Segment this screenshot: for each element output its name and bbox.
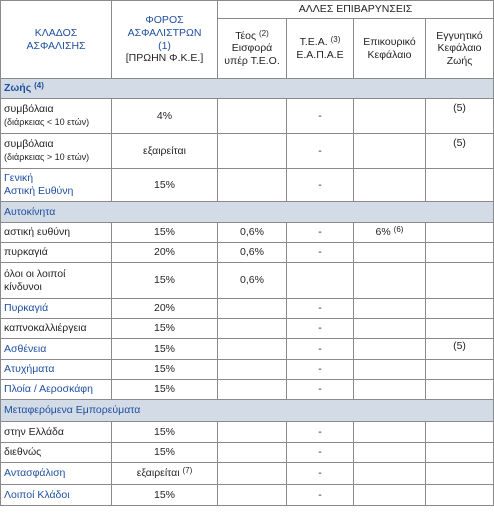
- teo-cell: [218, 319, 287, 339]
- footnote-4: (4): [34, 81, 44, 91]
- aux-cell: [354, 443, 426, 463]
- aux-cell: [354, 299, 426, 319]
- guarantee-cell: [426, 223, 494, 243]
- table-row: [1, 443, 494, 463]
- guarantee-cell: [426, 299, 494, 319]
- guarantee-cell: [426, 485, 494, 506]
- header-premium-tax: [112, 1, 218, 79]
- row-label: [1, 263, 112, 299]
- footnote-7: (7): [182, 466, 193, 476]
- teo-cell: 0,6%: [218, 243, 287, 263]
- row-label: διεθνώς: [1, 443, 112, 463]
- header-branch: [1, 1, 112, 79]
- header-tax-line3: (1): [158, 39, 171, 52]
- aux-value: 6%: [375, 226, 391, 239]
- aux-cell: [354, 263, 426, 299]
- section-label: Μεταφερόμενα Εμπορεύματα: [1, 400, 494, 422]
- row-label: αστική ευθύνη: [1, 223, 112, 243]
- table-row: [1, 422, 494, 443]
- table-row: [1, 99, 494, 134]
- header-teo: [218, 19, 287, 79]
- teo-cell: [218, 380, 287, 400]
- header-teo-line1: Τέος: [235, 29, 257, 42]
- guarantee-cell: (5): [426, 339, 494, 360]
- row-label: [1, 99, 112, 134]
- row-label-line2: κίνδυνοι: [4, 280, 42, 293]
- row-label: [1, 134, 112, 169]
- teo-cell: [218, 443, 287, 463]
- aux-cell: [354, 380, 426, 400]
- row-label-note: (διάρκειας < 10 ετών): [4, 117, 90, 127]
- tax-cell: 4%: [112, 99, 218, 134]
- header-aux-line2: Κεφάλαιο: [367, 48, 412, 61]
- section-label: Ζωής: [4, 82, 32, 95]
- section-row-auto: [1, 202, 494, 223]
- row-label: Ασθένεια: [1, 339, 112, 360]
- row-label: στην Ελλάδα: [1, 422, 112, 443]
- tax-cell: 15%: [112, 339, 218, 360]
- tea-cell: -: [287, 319, 354, 339]
- tax-cell: 15%: [112, 263, 218, 299]
- section-cell: [1, 79, 494, 99]
- table-row: [1, 380, 494, 400]
- footnote-3: (3): [330, 34, 341, 44]
- teo-cell: 0,6%: [218, 263, 287, 299]
- aux-cell: [354, 243, 426, 263]
- tea-cell: -: [287, 299, 354, 319]
- teo-cell: [218, 463, 287, 485]
- table-row: [1, 339, 494, 360]
- tea-cell: -: [287, 380, 354, 400]
- tea-cell: [287, 263, 354, 299]
- tax-cell: εξαιρείται: [112, 134, 218, 169]
- tea-cell: -: [287, 443, 354, 463]
- aux-cell: [354, 463, 426, 485]
- row-label: Ατυχήματα: [1, 360, 112, 380]
- table-row: [1, 485, 494, 506]
- tax-cell: 15%: [112, 443, 218, 463]
- tax-cell: 15%: [112, 169, 218, 202]
- guarantee-cell: [426, 380, 494, 400]
- row-label: Αντασφάλιση: [1, 463, 112, 485]
- row-label: Πλοία / Αεροσκάφη: [1, 380, 112, 400]
- header-branch-line1: ΚΛΑΔΟΣ: [34, 26, 78, 39]
- teo-cell: [218, 134, 287, 169]
- tax-cell: [112, 463, 218, 485]
- teo-cell: [218, 99, 287, 134]
- guarantee-cell: [426, 360, 494, 380]
- tax-cell: 20%: [112, 243, 218, 263]
- aux-cell: [354, 319, 426, 339]
- tax-cell: 15%: [112, 360, 218, 380]
- table-row: [1, 360, 494, 380]
- header-guarantee-fund: [426, 19, 494, 79]
- table-row: [1, 223, 494, 243]
- guarantee-cell: (5): [426, 99, 494, 134]
- header-tea: [287, 19, 354, 79]
- header-tea-line2: Ε.Α.Π.Α.Ε: [296, 48, 344, 61]
- row-label-note: (διάρκειας > 10 ετών): [4, 152, 90, 162]
- row-label-line1: συμβόλαια: [4, 103, 54, 116]
- table-row: [1, 243, 494, 263]
- row-label: Λοιποί Κλάδοι: [1, 485, 112, 506]
- guarantee-cell: [426, 422, 494, 443]
- tax-value: εξαιρείται: [136, 467, 180, 480]
- header-tax-line2: ΑΣΦΑΛΙΣΤΡΩΝ: [127, 26, 202, 39]
- row-label-line1: συμβόλαια: [4, 138, 54, 151]
- aux-cell: [354, 223, 426, 243]
- tax-cell: 15%: [112, 485, 218, 506]
- tea-cell: -: [287, 223, 354, 243]
- tax-cell: 20%: [112, 299, 218, 319]
- header-tea-line1: Τ.Ε.Α.: [299, 35, 328, 48]
- header-tax-line1: ΦΟΡΟΣ: [145, 14, 184, 27]
- row-label: καπνοκαλλιέργεια: [1, 319, 112, 339]
- tea-cell: -: [287, 169, 354, 202]
- header-branch-line2: ΑΣΦΑΛΙΣΗΣ: [26, 39, 86, 52]
- tax-cell: 15%: [112, 380, 218, 400]
- guarantee-cell: [426, 243, 494, 263]
- header-row-top: [1, 1, 494, 19]
- teo-cell: [218, 485, 287, 506]
- section-label: Αυτοκίνητα: [1, 202, 494, 223]
- guarantee-cell: [426, 443, 494, 463]
- table-row: [1, 263, 494, 299]
- teo-cell: [218, 169, 287, 202]
- guarantee-cell: [426, 263, 494, 299]
- tea-cell: -: [287, 134, 354, 169]
- row-label: [1, 169, 112, 202]
- teo-cell: [218, 339, 287, 360]
- header-aux-line1: Επικουρικό: [363, 35, 416, 48]
- aux-cell: [354, 360, 426, 380]
- header-other-charges: ΑΛΛΕΣ ΕΠΙΒΑΡΥΝΣΕΙΣ: [218, 1, 494, 19]
- aux-cell: [354, 169, 426, 202]
- teo-cell: [218, 360, 287, 380]
- tea-cell: -: [287, 485, 354, 506]
- tea-cell: -: [287, 422, 354, 443]
- row-label-line1: Γενική: [4, 172, 34, 185]
- guarantee-cell: (5): [426, 134, 494, 169]
- tea-cell: -: [287, 99, 354, 134]
- tea-cell: -: [287, 339, 354, 360]
- table-row: [1, 134, 494, 169]
- header-teo-line2: Εισφορά: [231, 42, 273, 55]
- guarantee-cell: [426, 169, 494, 202]
- guarantee-cell: [426, 463, 494, 485]
- row-label: Πυρκαγιά: [1, 299, 112, 319]
- footnote-6: (6): [393, 225, 404, 235]
- row-label-line2: Αστική Ευθύνη: [4, 185, 74, 197]
- aux-cell: [354, 134, 426, 169]
- table-row: [1, 319, 494, 339]
- tea-cell: -: [287, 360, 354, 380]
- section-row-cargo: [1, 400, 494, 422]
- header-guar-line3: Ζωής: [446, 54, 473, 67]
- header-guar-line1: Εγγυητικό: [436, 29, 483, 42]
- header-teo-line3: υπέρ Τ.Ε.Ο.: [224, 54, 280, 67]
- table-row: [1, 169, 494, 202]
- teo-cell: [218, 299, 287, 319]
- table-row: [1, 299, 494, 319]
- section-row-life: [1, 79, 494, 99]
- tax-cell: 15%: [112, 319, 218, 339]
- aux-cell: [354, 339, 426, 360]
- header-tax-line4: [ΠΡΩΗΝ Φ.Κ.Ε.]: [125, 52, 204, 65]
- aux-cell: [354, 99, 426, 134]
- footnote-2: (2): [258, 28, 269, 38]
- teo-cell: [218, 422, 287, 443]
- row-label: πυρκαγιά: [1, 243, 112, 263]
- row-label-line1: όλοι οι λοιποί: [4, 267, 66, 280]
- guarantee-cell: [426, 319, 494, 339]
- teo-cell: 0,6%: [218, 223, 287, 243]
- aux-cell: [354, 422, 426, 443]
- tea-cell: -: [287, 463, 354, 485]
- header-guar-line2: Κεφάλαιο: [437, 42, 482, 55]
- header-auxiliary-fund: [354, 19, 426, 79]
- tax-cell: 15%: [112, 422, 218, 443]
- tax-cell: 15%: [112, 223, 218, 243]
- aux-cell: [354, 485, 426, 506]
- table-row: [1, 463, 494, 485]
- tea-cell: -: [287, 243, 354, 263]
